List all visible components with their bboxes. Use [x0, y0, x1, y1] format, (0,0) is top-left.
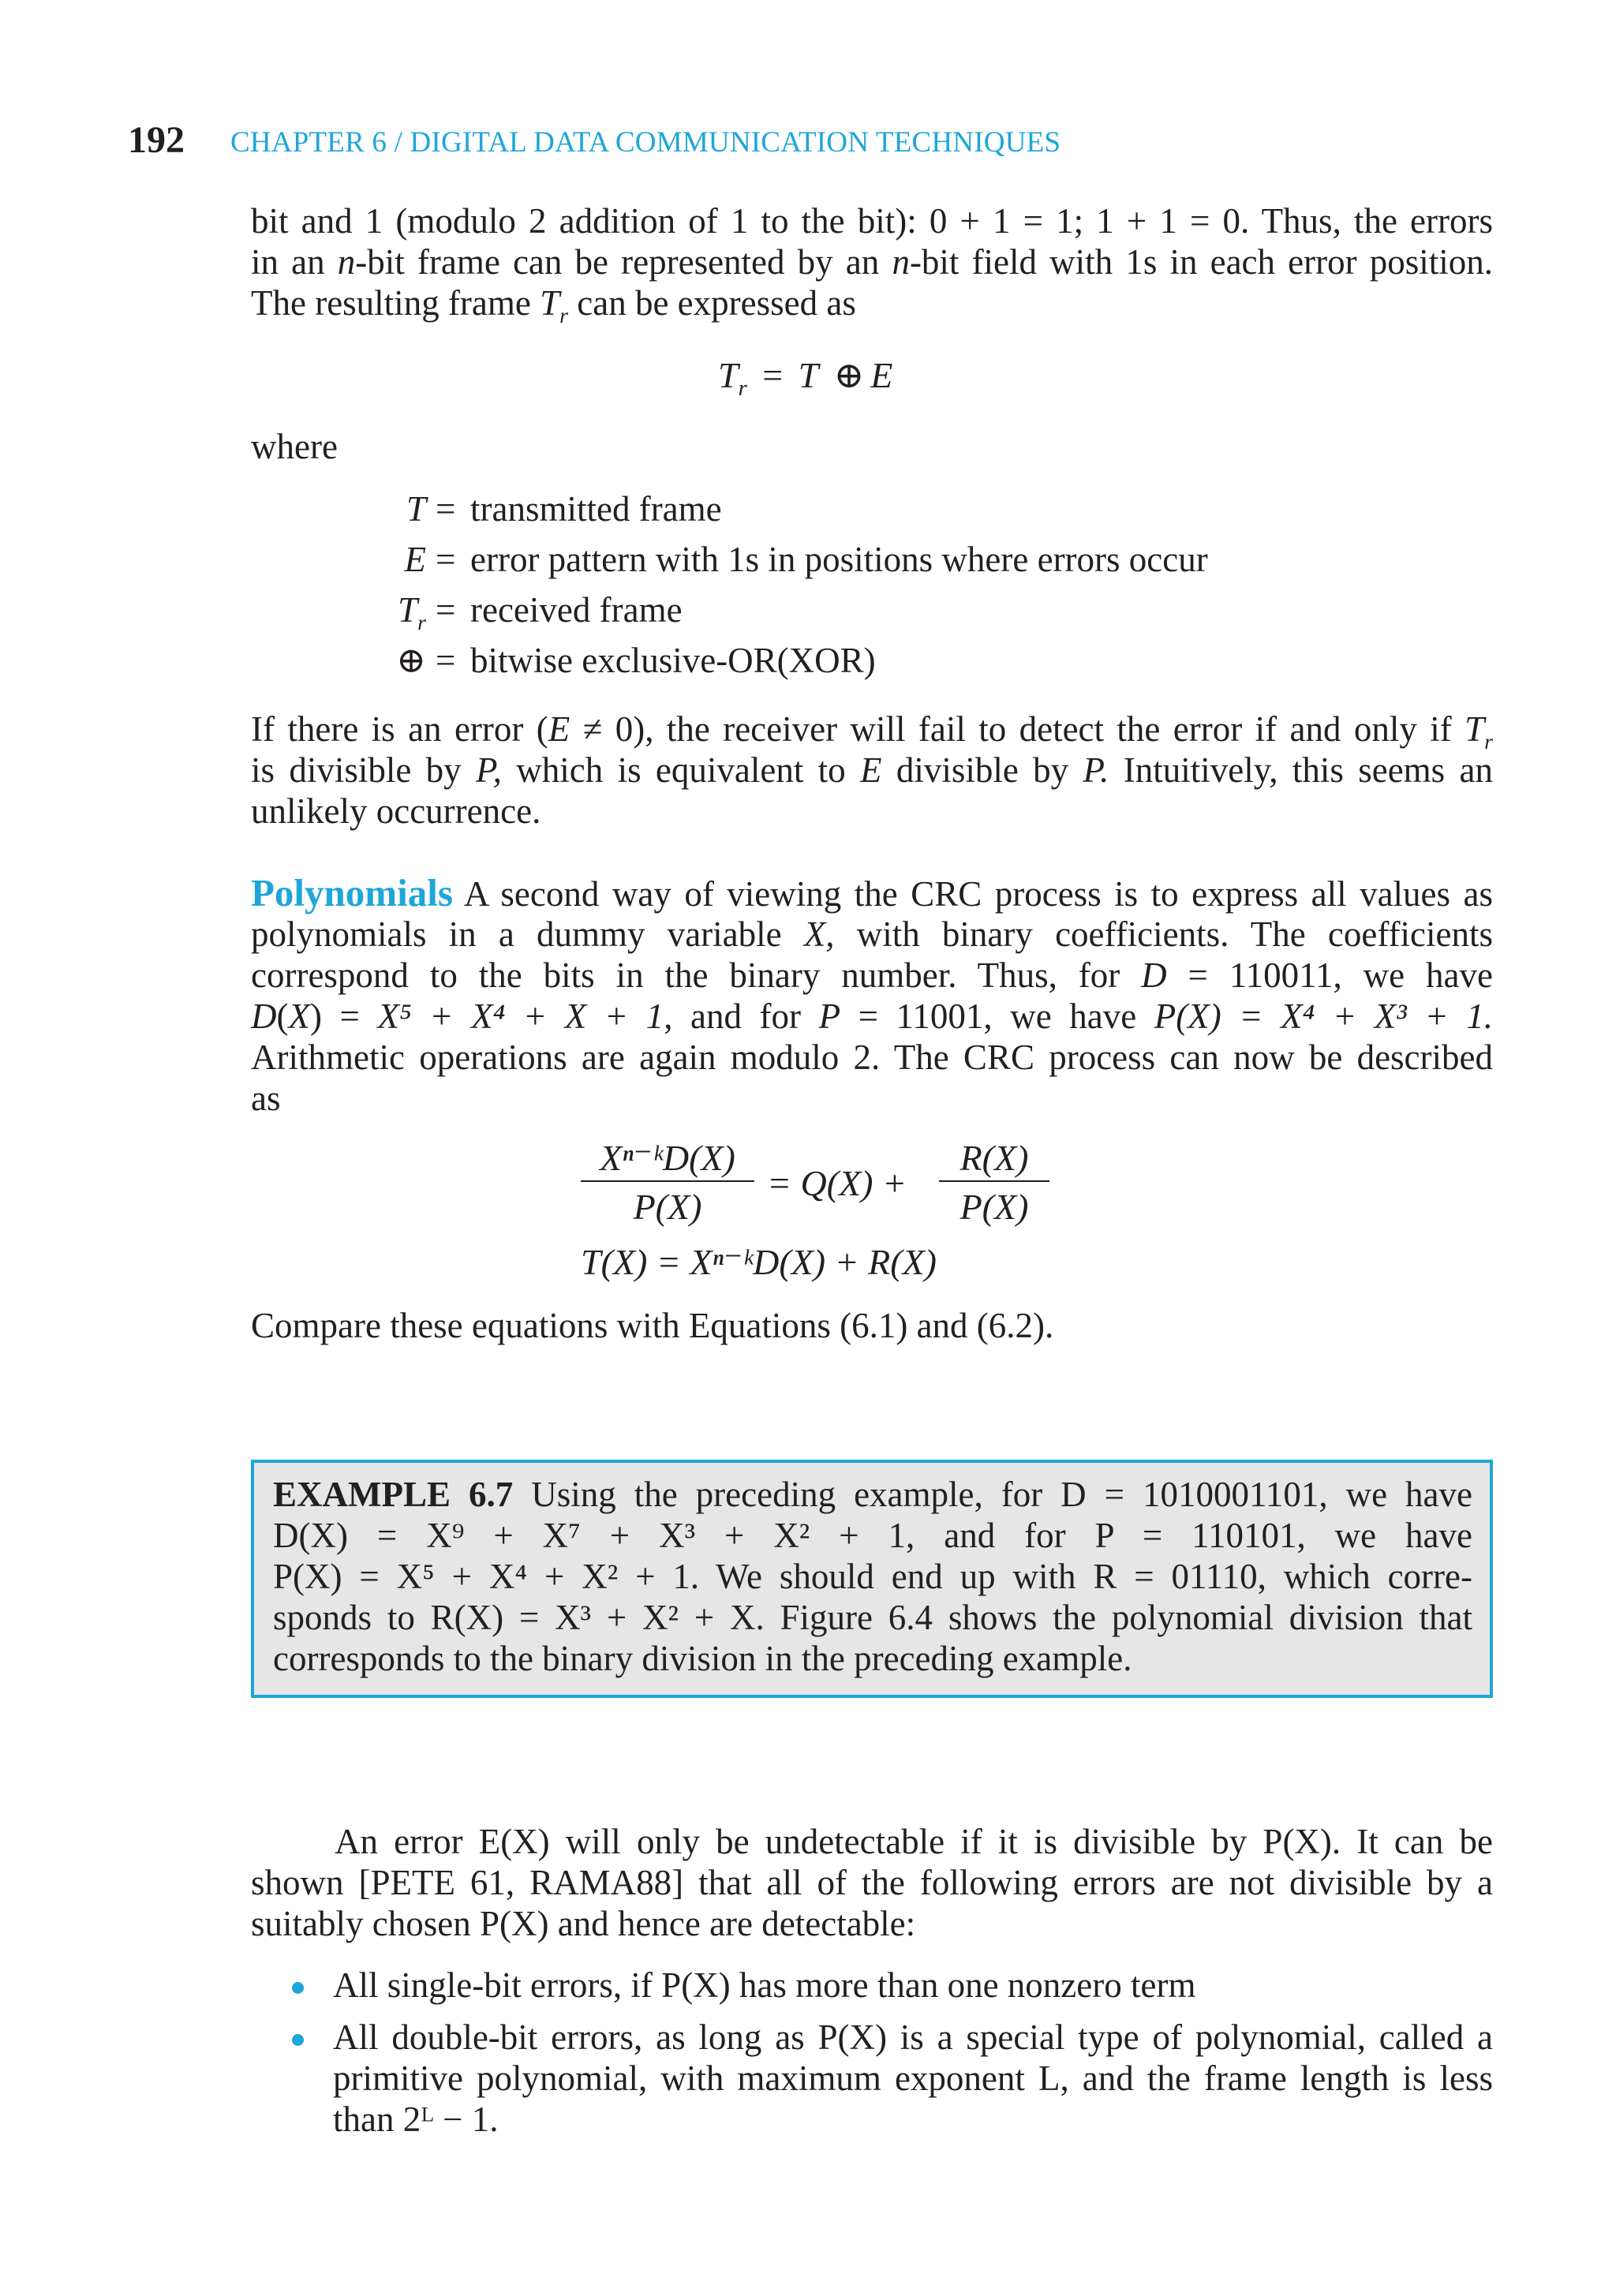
- equation-quotient: = Q(X) +: [767, 1163, 907, 1203]
- paragraph-line: sponds to R(X) = X³ + X² + X. Figure 6.4 shows the polynomial division that: [273, 1598, 1472, 1637]
- where-label: where: [251, 427, 338, 466]
- paragraph-line: suitably chosen P(X) and hence are detectable:: [251, 1904, 916, 1943]
- page-number: 192: [128, 119, 185, 161]
- equation-transmitted: T(X) = Xⁿ⁻ᵏD(X) + R(X): [581, 1242, 937, 1282]
- paragraph-line: Arithmetic operations are again modulo 2. The CRC process can now be described: [251, 1038, 1493, 1077]
- equation-received-frame: $T_r = T$ ⊕ E: [718, 355, 893, 401]
- example-text: [273, 1474, 1472, 1679]
- xor-symbol: ⊕: [833, 355, 865, 395]
- section-heading-polynomials: Polynomials: [251, 871, 453, 914]
- paragraph-line: polynomials in a dummy variable X, with binary coefficients. The coefficients: [251, 914, 1493, 954]
- paragraph-line: shown [PETE 61, RAMA88] that all of the following errors are not divisible by a: [251, 1863, 1493, 1902]
- paragraph-line: correspond to the bits in the binary number. Thus, for D = 110011, we have: [251, 955, 1493, 995]
- paragraph-line: bit and 1 (modulo 2 addition of 1 to the bit): 0 + 1 = 1; 1 + 1 = 0. Thus, the errors: [251, 201, 1493, 241]
- paragraph-line: An error E(X) will only be undetectable if it is divisible by P(X). It can be: [335, 1822, 1493, 1861]
- paragraph-undetectable: [251, 1821, 1493, 1944]
- paragraph-crc-errors: [251, 200, 1494, 328]
- paragraph-line: D(X) = X⁵ + X⁴ + X + 1, and for P = 11001, we have P(X) = X⁴ + X³ + 1.: [251, 997, 1493, 1036]
- paragraph-line: in an n-bit frame can be represented by an n-bit field with 1s in each error position.: [251, 242, 1494, 282]
- example-box: [251, 1460, 1493, 1698]
- paragraph-line: The resulting frame $T_r$ can be expressed as: [251, 283, 856, 328]
- paragraph-line: unlikely occurrence.: [251, 791, 541, 831]
- bullet-icon: [292, 2034, 304, 2046]
- paragraph-line: is divisible by P, which is equivalent to E divisible by P. Intuitively, this seems an: [251, 750, 1493, 790]
- paragraph-line: P(X) = X⁵ + X⁴ + X² + 1. We should end up with R = 01110, which corre-: [273, 1557, 1472, 1596]
- running-head: CHAPTER 6 / DIGITAL DATA COMMUNICATION TECHNIQUES: [230, 126, 1061, 159]
- paragraph-line: D(X) = X⁹ + X⁷ + X³ + X² + 1, and for P = 110101, we have: [273, 1516, 1472, 1555]
- bullet-icon: [292, 1982, 304, 1994]
- paragraph-compare: Compare these equations with Equations (6.1) and (6.2).: [251, 1306, 1054, 1345]
- fraction-right: $\frac{R(X)}{P(X)}$: [939, 1136, 1049, 1229]
- paragraph-polynomials: [251, 873, 1493, 1119]
- paragraph-line: as: [251, 1079, 281, 1118]
- paragraph-line: If there is an error (E ≠ 0), the receiver will fail to detect the error if and only if $T_r$: [251, 709, 1493, 754]
- paragraph-line: Polynomials A second way of viewing the CRC process is to express all values as: [251, 871, 1493, 914]
- paragraph-error-detection: [251, 709, 1493, 832]
- example-label: EXAMPLE 6.7: [273, 1475, 514, 1514]
- paragraph-line: corresponds to the binary division in the preceding example.: [273, 1639, 1132, 1678]
- fraction-left: $\frac{\text{Xⁿ⁻ᵏD(X)}}{P(X)}$: [581, 1136, 754, 1229]
- xor-symbol: ⊕: [396, 641, 426, 680]
- paragraph-line: EXAMPLE 6.7 Using the preceding example, for D = 1010001101, we have: [273, 1475, 1472, 1514]
